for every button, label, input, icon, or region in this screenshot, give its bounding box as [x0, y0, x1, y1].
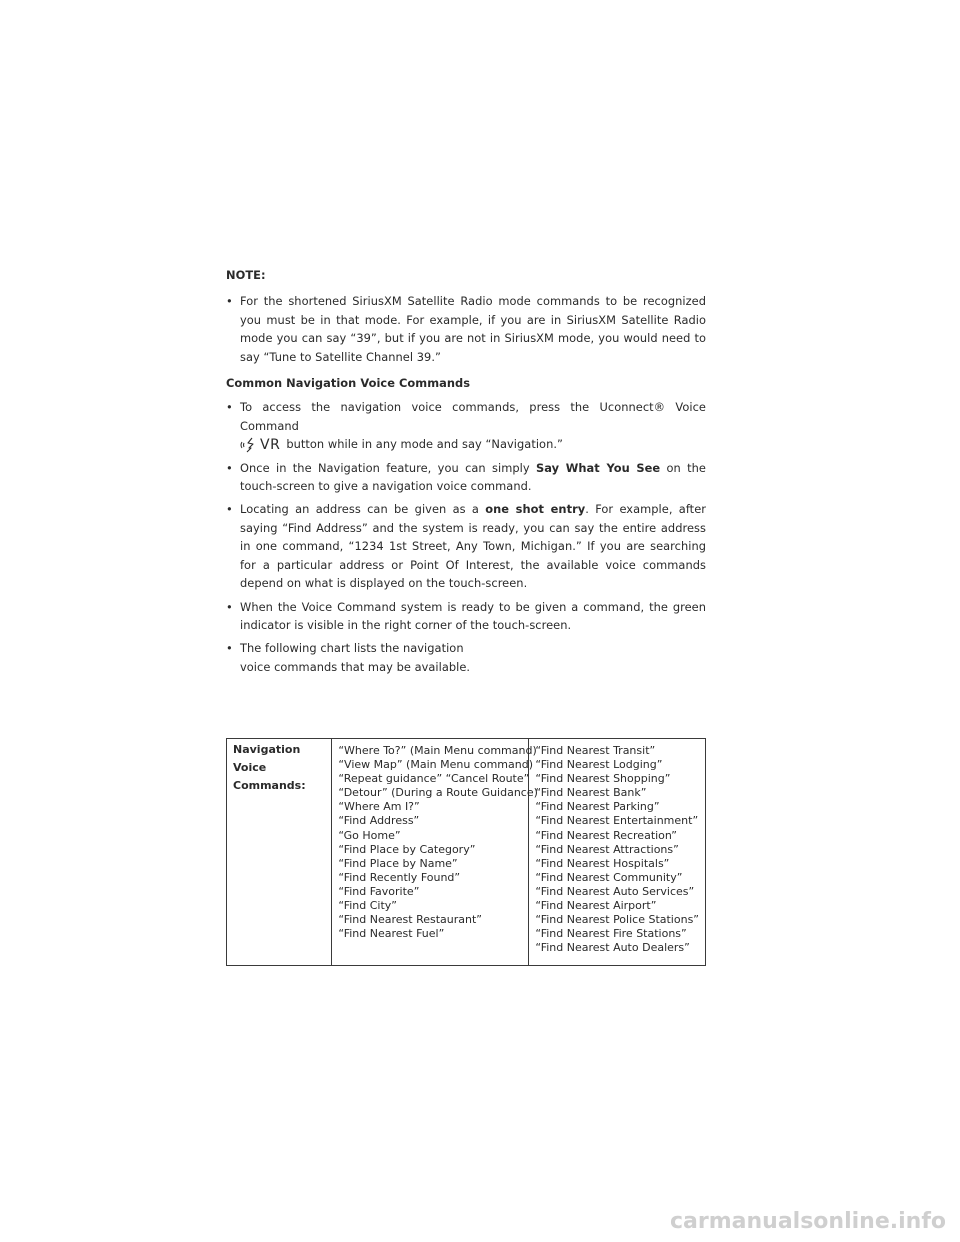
- bullet-text: Once in the Navigation feature, you can simply: [240, 460, 536, 475]
- note-heading: NOTE:: [226, 268, 266, 282]
- bullet-text: To access the navigation voice commands, press the Uconnect® Voice Command: [240, 400, 706, 433]
- command-item: “Find City”: [338, 899, 397, 913]
- command-item: “Find Favorite”: [338, 884, 420, 898]
- table-column-nearest: [529, 739, 705, 965]
- command-item: “Find Nearest Entertainment”: [535, 814, 699, 828]
- command-item: “Find Address”: [338, 814, 420, 828]
- command-item: “Find Nearest Auto Services”: [535, 884, 695, 898]
- voice-command-icon: [240, 437, 280, 453]
- list-item-say-what-you-see: [226, 459, 706, 496]
- command-item: “Find Nearest Lodging”: [535, 758, 663, 772]
- command-item: “Find Nearest Recreation”: [535, 828, 677, 842]
- command-item: “Find Nearest Transit”: [535, 744, 656, 757]
- command-item: “Find Nearest Airport”: [535, 899, 657, 913]
- vr-label: VR: [260, 436, 281, 453]
- bullet-text: . For example, after saying “Find Address” and the system is ready, you can say the entire address in one command, “1234 1st Street, Any Town, Michigan.” If you are searching for a particular address or Point Of Interest, the available voice commands depend on what is displayed on the touch-screen.: [240, 502, 706, 591]
- command-item: “Find Nearest Hospitals”: [535, 856, 670, 870]
- note-list: [226, 292, 706, 366]
- command-item: “Detour” (During a Route Guidance): [338, 786, 538, 800]
- section-heading: Common Navigation Voice Commands: [226, 376, 471, 391]
- command-item: “Repeat guidance” “Cancel Route”: [338, 772, 530, 786]
- command-item: “Find Nearest Fire Stations”: [535, 927, 687, 941]
- note-item: • For the shortened SiriusXM Satellite Radio mode commands to be recognized you must be in that mode. For example, if you are in SiriusXM Satellite Radio mode you can say “39”, but if you are not in SiriusXM mode, you would need to say “Tune to Satellite Channel 39.”: [226, 292, 706, 366]
- command-item: “View Map” (Main Menu command): [338, 758, 533, 772]
- list-item-indicator: • When the Voice Command system is ready to be given a command, the green indicator is visible in the right corner of the touch-screen.: [226, 598, 706, 635]
- bullet-emphasis: one shot entry: [485, 502, 586, 517]
- navigation-commands-table: [226, 738, 706, 966]
- watermark: carmanualsonline.info: [670, 1209, 946, 1234]
- command-item: “Where To?” (Main Menu command): [338, 744, 537, 757]
- page-content: [226, 266, 706, 681]
- list-item-chart: [226, 639, 706, 676]
- command-item: “Find Place by Name”: [338, 856, 458, 870]
- list-item-access: [226, 398, 706, 453]
- command-item: “Find Nearest Police Stations”: [535, 913, 699, 927]
- command-item: “Where Am I?”: [338, 800, 420, 814]
- command-item: “Go Home”: [338, 828, 401, 842]
- bullet-text: on the touch-screen to give a navigation voice command.: [240, 460, 706, 494]
- bullet-text: The following chart lists the navigation: [240, 641, 464, 656]
- bullet-text: Locating an address can be given as a: [240, 502, 486, 517]
- table-column-main: [332, 739, 538, 965]
- command-item: “Find Nearest Bank”: [535, 786, 647, 800]
- command-item: “Find Nearest Fuel”: [338, 927, 445, 941]
- command-item: “Find Place by Category”: [338, 842, 476, 856]
- table-label: Navigation Voice Commands:: [227, 739, 332, 965]
- command-item: “Find Nearest Restaurant”: [338, 913, 482, 927]
- bullet-emphasis: Say What You See: [535, 460, 661, 475]
- bullet-text: button while in any mode and say “Navigation.”: [286, 437, 563, 452]
- command-item: “Find Nearest Attractions”: [535, 842, 679, 856]
- command-item: “Find Nearest Community”: [535, 870, 683, 884]
- command-item: “Find Nearest Parking”: [535, 800, 660, 814]
- command-item: “Find Recently Found”: [338, 870, 461, 884]
- command-item: “Find Nearest Shopping”: [535, 772, 671, 786]
- command-list: [226, 398, 706, 676]
- bullet-text: voice commands that may be available.: [240, 659, 471, 674]
- command-item: “Find Nearest Auto Dealers”: [535, 941, 690, 955]
- list-item-one-shot: [226, 500, 706, 592]
